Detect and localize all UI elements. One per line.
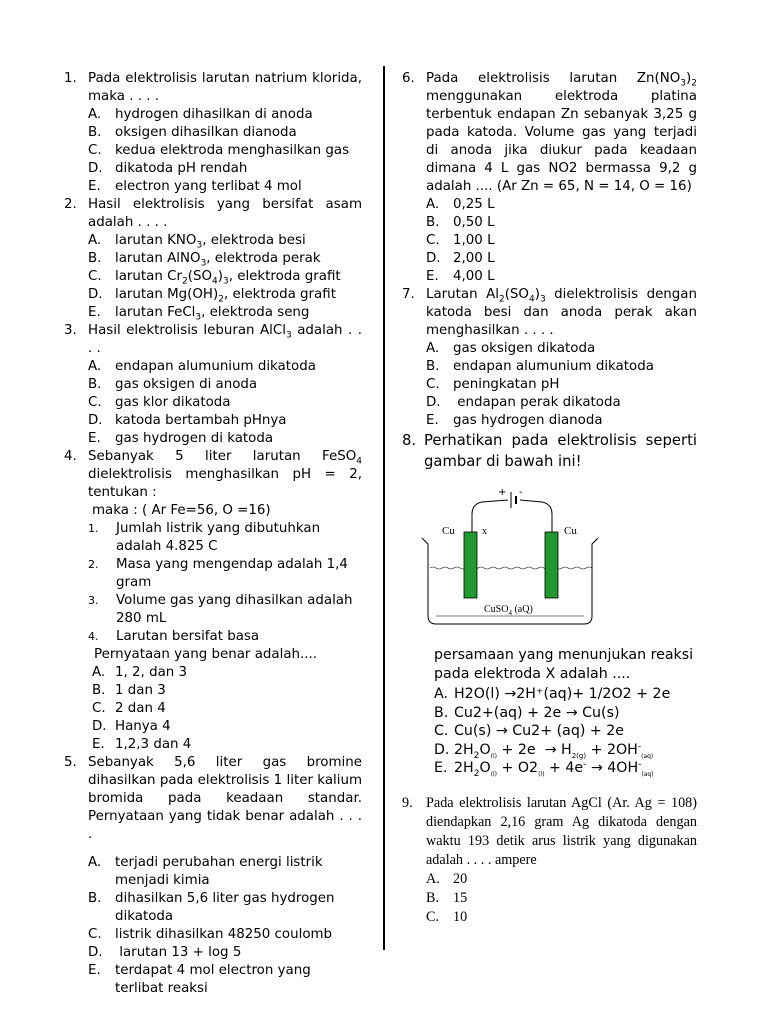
question-number: 7. (402, 287, 415, 302)
option-a[interactable]: A. 1, 2, dan 3 (92, 665, 188, 680)
option-e[interactable]: E. larutan FeCl$_3$, elektroda seng (88, 305, 310, 323)
question-stem: Sebanyak 5,6 liter gas bromine dihasilkan pada elektrolisis 1 liter kalium bromida pada keadaan standar. Pernyataan yang tidak benar adalah . . . . (88, 755, 362, 842)
option-b[interactable]: B. 15 (426, 889, 468, 906)
option-d[interactable]: D. katoda bertambah pHnya (88, 413, 287, 428)
option-e[interactable]: E. terdapat 4 mol electron yang terlibat reaksi (88, 963, 311, 996)
statement-4: 4. Larutan bersifat basa (88, 629, 260, 644)
question-5 (64, 754, 362, 998)
question-8 (402, 430, 697, 778)
option-b[interactable]: B. endapan alumunium dikatoda (426, 359, 654, 374)
option-d[interactable]: D. larutan 13 + log 5 (88, 945, 242, 960)
option-d[interactable]: D. $2H_2O_{(l)} + 2e \to H_{2(g)} + 2OH^-_{(aq)}$ (434, 740, 654, 761)
question-3 (64, 322, 362, 448)
option-c[interactable]: C. gas klor dikatoda (88, 395, 231, 410)
question-9-wrapper (402, 794, 697, 927)
x-electrode-label: x (482, 526, 487, 537)
option-d[interactable]: D. Hanya 4 (92, 719, 171, 734)
left-column (64, 70, 362, 998)
question-number: 8. (402, 432, 417, 449)
question-number: 2. (64, 197, 77, 212)
left-electrode-label: Cu (442, 525, 455, 537)
question-prompt: Pernyataan yang benar adalah.... (94, 647, 318, 662)
question-stem: Hasil elektrolisis yang bersifat asam adalah . . . . (88, 197, 362, 230)
option-c[interactable]: C. larutan $Cr_2(SO_4)_3$, elektroda grafit (88, 269, 341, 287)
option-b[interactable]: B. oksigen dihasilkan dianoda (88, 125, 297, 140)
option-a[interactable]: A. 0,25 L (426, 197, 495, 212)
question-9 (402, 794, 697, 927)
option-d[interactable]: D. endapan perak dikatoda (426, 395, 621, 410)
electrode-right (545, 532, 558, 598)
right-column (402, 70, 697, 927)
option-e[interactable]: E. electron yang terlibat 4 mol (88, 179, 302, 194)
option-c[interactable]: C. kedua elektroda menghasilkan gas (88, 143, 350, 158)
question-stem: Sebanyak 5 liter larutan FeSO$_4$ dielektrolisis menghasilkan pH = 2, tentukan : (88, 449, 362, 500)
equation-options (434, 646, 697, 778)
option-b[interactable]: B. Cu2+(aq) + 2e → Cu(s) (434, 704, 620, 721)
option-c[interactable]: C. 10 (426, 908, 468, 925)
option-c[interactable]: C. 1,00 L (426, 233, 495, 248)
question-number: 4. (64, 449, 77, 464)
plus-sign: + (498, 487, 507, 498)
statement-2: 2. Masa yang mengendap adalah 1,4 gram (88, 557, 348, 590)
option-d[interactable]: D. larutan $Mg(OH)_2$, elektroda grafit (88, 287, 336, 305)
electrolysis-cell-diagram (416, 482, 606, 632)
question-number: 1. (64, 71, 77, 86)
option-a[interactable]: A. terjadi perubahan energi listrik menjadi kimia (88, 855, 323, 888)
option-a[interactable]: A. endapan alumunium dikatoda (88, 359, 316, 374)
question-number: 9. (402, 794, 413, 811)
option-b[interactable]: B. 0,50 L (426, 215, 495, 230)
option-a[interactable]: A. larutan $KNO_3$, elektroda besi (88, 233, 306, 251)
option-e[interactable]: E. 1,2,3 dan 4 (92, 737, 192, 752)
question-number: 5. (64, 755, 77, 770)
solution-waves (430, 567, 592, 569)
option-c[interactable]: C. Cu(s) → Cu2+ (aq) + 2e (434, 723, 625, 739)
question-2 (64, 196, 362, 322)
question-stem: Perhatikan pada elektrolisis seperti gambar di bawah ini! (424, 432, 697, 470)
option-b[interactable]: B. dihasilkan 5,6 liter gas hydrogen dikatoda (88, 891, 335, 924)
question-number: 6. (402, 71, 415, 86)
question-data-line: maka : ( Ar Fe=56, O =16) (92, 503, 271, 518)
question-6 (402, 70, 697, 286)
option-a[interactable]: A. gas oksigen dikatoda (426, 341, 596, 356)
question-4 (64, 448, 362, 754)
option-c[interactable]: C. listrik dihasilkan 48250 coulomb (88, 927, 333, 942)
statement-3: 3. Volume gas yang dihasilkan adalah 280 mL (88, 593, 353, 626)
solution-label: CuSO$_4$ (aQ) (484, 604, 533, 617)
statement-1: 1. Jumlah listrik yang dibutuhkan adalah 4.825 C (88, 521, 321, 554)
question-followup: persamaan yang menunjukan reaksi pada elektroda X adalah .... (434, 647, 694, 682)
option-b[interactable]: B. 1 dan 3 (92, 683, 166, 698)
question-7 (402, 286, 697, 430)
option-e[interactable]: E. gas hydrogen dianoda (426, 413, 603, 428)
option-e[interactable]: E. gas hydrogen di katoda (88, 431, 274, 446)
question-number: 3. (64, 323, 77, 338)
electrode-left (464, 532, 477, 598)
option-c[interactable]: C. peningkatan pH (426, 377, 560, 392)
option-e[interactable]: E. $2H_2O_{(l)} + O2_{(l)} + 4e^- \to 4OH^-_{(aq)}$ (434, 759, 654, 779)
option-a[interactable]: A. hydrogen dihasilkan di anoda (88, 107, 313, 122)
option-b[interactable]: B. larutan AlNO$_3$, elektroda perak (88, 251, 321, 269)
right-electrode-label: Cu (564, 525, 577, 537)
question-stem: Pada elektrolisis larutan natrium klorida, maka . . . . (88, 71, 362, 104)
option-c[interactable]: C. 2 dan 4 (92, 701, 166, 716)
option-e[interactable]: E. 4,00 L (426, 269, 495, 284)
question-stem: Larutan $Al_2(SO_4)_3$ dielektrolisis dengan katoda besi dan anoda perak akan menghasilkan . . . . (426, 287, 697, 338)
option-d[interactable]: D. 2,00 L (426, 251, 495, 266)
option-a[interactable]: A. H2O(l) →2H⁺(aq)+ 1/2O2 + 2e (434, 686, 671, 702)
question-1 (64, 70, 362, 196)
option-b[interactable]: B. gas oksigen di anoda (88, 377, 258, 392)
option-a[interactable]: A. 20 (426, 870, 468, 887)
question-stem: Hasil elektrolisis leburan AlCl$_3$ adalah . . . . (88, 323, 362, 356)
column-divider (383, 66, 385, 950)
question-stem: Pada elektrolisis larutan AgCl (Ar. Ag = 108) diendapkan 2,16 gram Ag dikatoda dengan waktu 193 detik arus listrik yang digunakan adalah . . . . ampere (426, 794, 697, 868)
question-stem: Pada elektrolisis larutan $Zn(NO_3)_2$ menggunakan elektroda platina terbentuk endapan Zn sebanyak 3,25 g pada katoda. Volume gas yang terjadi di anoda jika diukur pada keadaan dimana 4 L gas NO2 bermassa 9,2 g adalah .... (Ar Zn = 65, N = 14, O = 16) (426, 71, 697, 194)
minus-sign: - (519, 487, 523, 498)
option-d[interactable]: D. dikatoda pH rendah (88, 161, 248, 176)
